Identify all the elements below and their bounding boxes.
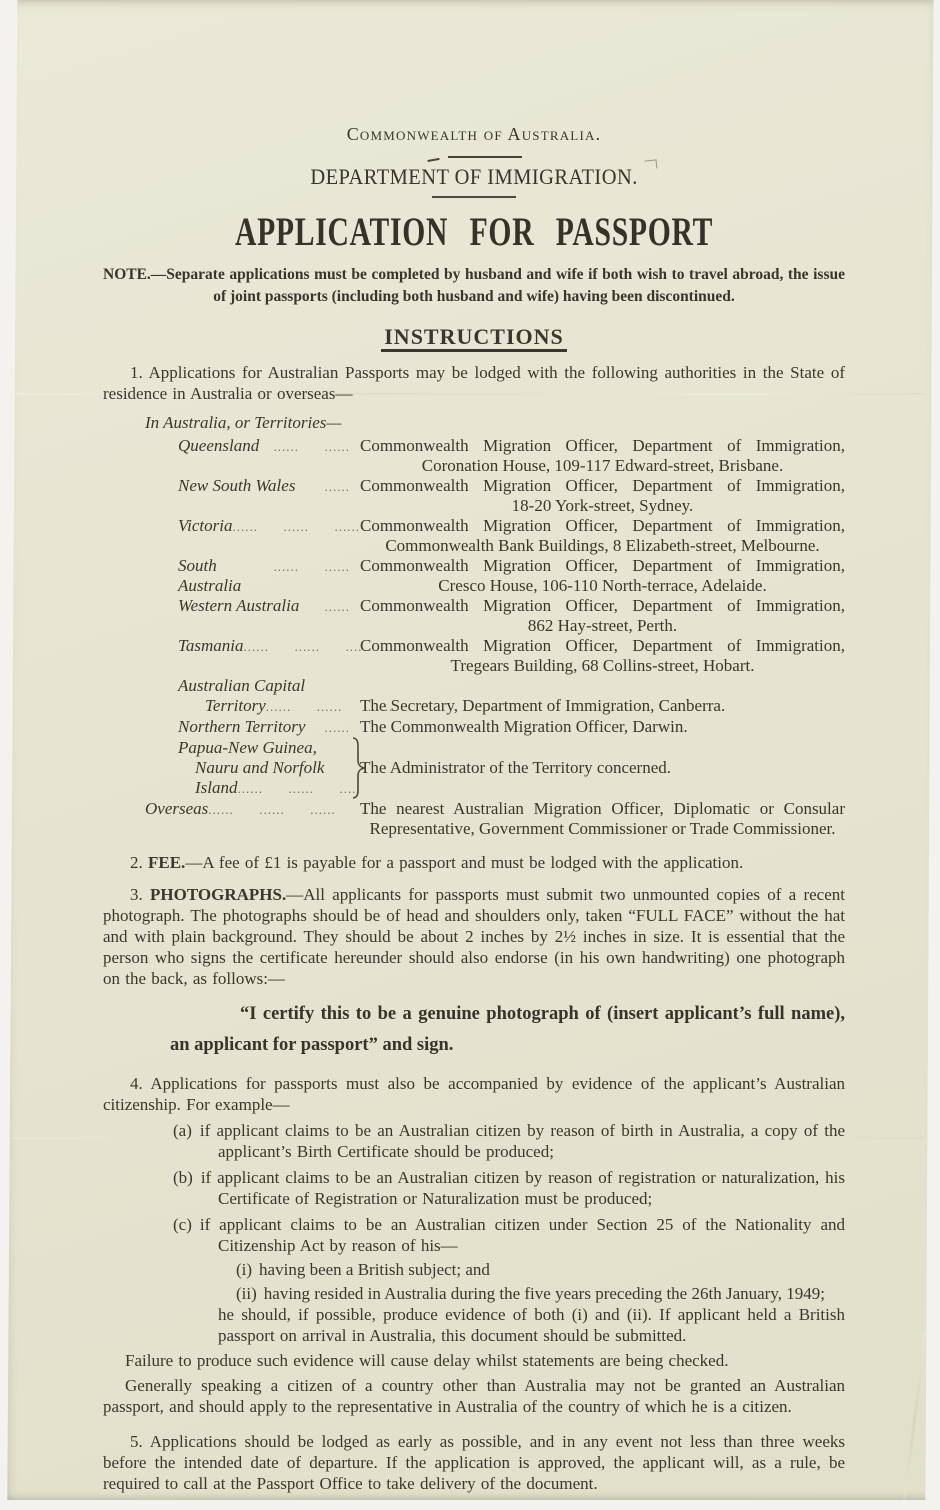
authority-description: Representative, Government Commissioner or Trade Commissioner. <box>369 819 836 838</box>
roman-item-i <box>103 1259 845 1280</box>
overseas-label: Overseas <box>145 799 209 818</box>
territory-name: Island <box>195 778 238 797</box>
authority-description: Cresco House, 106-110 North-terrace, Adelaide. <box>438 576 767 595</box>
note-line: NOTE.—Separate applications must be completed by husband and wife if both wish to travel abroad, the issue <box>103 266 845 283</box>
authority-description: The nearest Australian Migration Officer, Diplomatic or Consular <box>360 799 845 818</box>
paper-corner-crease <box>902 1330 927 1509</box>
note-line: of joint passports (including both husband and wife) having been discontinued. <box>213 288 735 305</box>
state-name: Victoria <box>178 516 233 535</box>
australia-territories-label: In Australia, or Territories— <box>145 413 342 432</box>
dash-mark <box>427 158 439 162</box>
authority-description: Commonwealth Migration Officer, Department of Immigration, <box>360 596 845 615</box>
item-text: having resided in Australia during the five years preceding the 26th January, 1949; <box>263 1284 825 1303</box>
brace-icon <box>350 737 366 799</box>
authority-description: Commonwealth Migration Officer, Department of Immigration, <box>360 636 845 655</box>
authority-entry-overseas <box>103 799 845 839</box>
authority-entry-act <box>103 676 845 717</box>
authority-description: Commonwealth Migration Officer, Department of Immigration, <box>360 436 845 455</box>
photographs-paragraph <box>103 884 845 989</box>
divider-rule <box>448 156 522 158</box>
item-text: if applicant claims to be an Australian citizen by reason of registration or naturalization, his Certificate of Registration or Naturalization must be produced; <box>200 1168 845 1208</box>
dot-leader: ...... <box>324 599 350 614</box>
failure-note: Failure to produce such evidence will cause delay whilst statements are being checked. <box>125 1351 729 1370</box>
evidence-note: he should, if possible, produce evidence of both (i) and (ii). If applicant held a British passport on arrival in Australia, this document should be submitted. <box>218 1305 845 1345</box>
authority-entry-queensland <box>103 436 845 476</box>
item-text: if applicant claims to be an Australian citizen under Section 25 of the Nationality and Citizenship Act by reason of his— <box>199 1215 845 1255</box>
authority-entry-south-australia <box>103 556 845 596</box>
certify-quote-line: an applicant for passport” and sign. <box>170 1035 454 1055</box>
authority-description: Tregears Building, 68 Collins-street, Hobart. <box>450 656 755 675</box>
item-text: if applicant claims to be an Australian citizen by reason of birth in Australia, a copy of the applicant’s Birth Certificate should be produced; <box>199 1121 845 1161</box>
territory-name: Northern Territory <box>178 717 306 736</box>
item-label: (b) <box>173 1168 193 1187</box>
fee-text: —A fee of £1 is payable for a passport and must be lodged with the application. <box>185 853 744 872</box>
evidence-item-a <box>103 1120 845 1162</box>
page-title: APPLICATION FOR PASSPORT <box>234 209 714 254</box>
authority-entry-northern-territory <box>103 717 845 738</box>
paragraph-1: 1. Applications for Australian Passports may be lodged with the following authorities in the State of residence in Australia or overseas— <box>103 363 845 403</box>
state-name: Tasmania <box>178 636 244 655</box>
territory-name: Australian Capital <box>178 676 306 695</box>
certify-quote-line: “I certify this to be a genuine photograph of (insert applicant’s full name), <box>240 1004 845 1024</box>
dot-leader: ...... ...... <box>273 559 350 574</box>
authority-description: The Secretary, Department of Immigration, Canberra. <box>360 696 726 715</box>
state-name: South Australia <box>178 556 242 595</box>
authority-description: Commonwealth Migration Officer, Department of Immigration, <box>360 556 845 575</box>
authority-list <box>103 436 845 839</box>
state-name: Queensland <box>178 436 260 455</box>
department-heading: DEPARTMENT OF IMMIGRATION. <box>310 164 638 189</box>
territory-name: Nauru and Norfolk <box>195 758 325 777</box>
paragraph-5: 5. Applications should be lodged as early as possible, and in any event not less than three weeks before the intended date of departure. If the application is approved, the applicant will, as a rule, be required to call at the Passport Office to take delivery of the document. <box>103 1432 845 1493</box>
instructions-heading: INSTRUCTIONS <box>103 326 845 352</box>
authority-entry-victoria <box>103 516 845 556</box>
item-label: (c) <box>173 1215 192 1234</box>
authority-entry-western-australia <box>103 596 845 636</box>
generally-note: Generally speaking a citizen of a country other than Australia may not be granted an Australian passport, and should apply to the representative in Australia of the country of which he is a citizen. <box>103 1376 845 1416</box>
fee-paragraph <box>103 852 845 873</box>
section-divider <box>103 156 845 158</box>
photographs-label: PHOTOGRAPHS. <box>150 885 287 904</box>
roman-item-ii <box>103 1283 845 1304</box>
authority-entry-nsw <box>103 476 845 516</box>
territory-name: Territory <box>205 696 266 715</box>
dot-leader: ...... ...... ...... <box>232 519 360 534</box>
paragraph-4: 4. Applications for passports must also be accompanied by evidence of the applicant’s Australian citizenship. For example— <box>103 1074 845 1114</box>
territory-name: Papua-New Guinea, <box>178 738 317 757</box>
item-label: (i) <box>236 1260 253 1279</box>
authority-description: Commonwealth Migration Officer, Department of Immigration, <box>360 516 845 535</box>
dot-leader: ...... <box>324 720 350 735</box>
dot-leader: ...... ...... <box>273 439 350 454</box>
item-label: (a) <box>173 1121 192 1140</box>
authority-description: 18-20 York-street, Sydney. <box>511 496 694 515</box>
document-page <box>103 0 845 1494</box>
dot-leader: ...... <box>324 479 350 494</box>
fee-label: FEE. <box>148 853 186 872</box>
certify-quote <box>170 1001 845 1058</box>
authority-description: Commonwealth Bank Buildings, 8 Elizabeth-street, Melbourne. <box>385 536 820 555</box>
photographs-text: —All applicants for passports must submit two unmounted copies of a recent photograph. The photographs should be of head and shoulders only, taken “FULL FACE” without the hat and with plain background. They should be about 2 inches by 2½ inches in size. It is essential that the person who signs the certificate hereunder should also endorse (in his own handwriting) one photograph on the back, as follows:— <box>103 885 845 988</box>
dot-leader: ...... ...... ...... <box>243 639 372 654</box>
item-label: (ii) <box>236 1284 257 1303</box>
authority-entry-tasmania <box>103 636 845 676</box>
authority-description: 862 Hay-street, Perth. <box>527 616 678 635</box>
item-text: having been a British subject; and <box>259 1260 490 1279</box>
authority-description: The Administrator of the Territory concerned. <box>360 758 672 777</box>
evidence-item-c <box>103 1214 845 1256</box>
photographs-number: 3. <box>130 885 151 904</box>
dot-leader: ...... ...... ...... <box>265 699 394 714</box>
fee-number: 2. <box>130 853 148 872</box>
authority-description: The Commonwealth Migration Officer, Darwin. <box>360 717 688 736</box>
state-name: New South Wales <box>178 476 296 495</box>
note-paragraph <box>103 264 845 308</box>
authority-description: Coronation House, 109-117 Edward-street, Brisbane. <box>421 456 784 475</box>
dot-leader: ...... ...... ..... <box>237 781 361 796</box>
dot-leader: ...... ...... ...... ...... <box>208 802 387 817</box>
state-name: Western Australia <box>178 596 300 615</box>
commonwealth-heading: Commonwealth of Australia. <box>346 124 602 144</box>
authority-description: Commonwealth Migration Officer, Department of Immigration, <box>360 476 845 495</box>
divider-rule <box>432 196 516 198</box>
authority-entry-papua <box>103 738 845 799</box>
evidence-item-b <box>103 1167 845 1209</box>
